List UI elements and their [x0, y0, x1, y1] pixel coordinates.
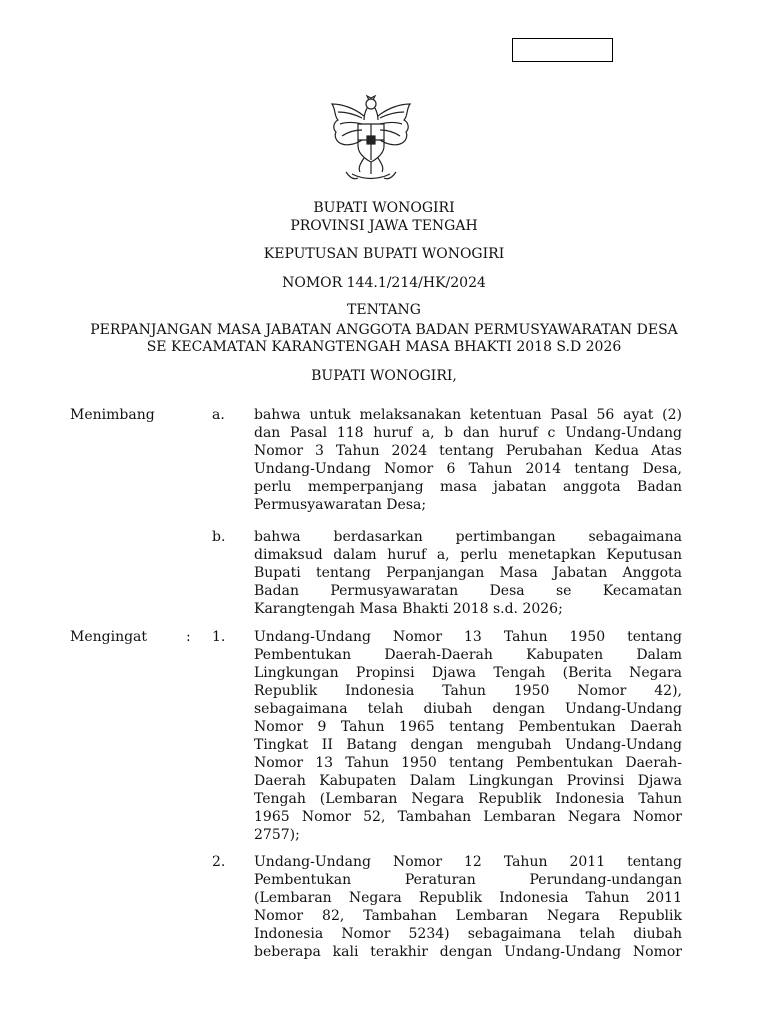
- text-line: Nomor 9 Tahun 1965 tentang Pembentukan Daerah: [254, 719, 682, 735]
- text-line: Pembentukan Peraturan Perundang-undangan: [254, 872, 682, 888]
- text-line: Undang-Undang Nomor 12 Tahun 2011 tentang: [254, 854, 682, 870]
- text-line: dan Pasal 118 huruf a, b dan huruf c Undang-Undang: [254, 425, 682, 441]
- text-line: Daerah Kabupaten Dalam Lingkungan Provinsi Djawa: [254, 773, 682, 789]
- text-line: Nomor 13 Tahun 1950 tentang Pembentukan Daerah-: [254, 755, 682, 771]
- considering-paragraph-a: [254, 406, 682, 514]
- text-line: Permusyawaratan Desa;: [254, 497, 427, 513]
- province-title: PROVINSI JAWA TENGAH: [290, 218, 478, 234]
- text-line: Bupati tentang Perpanjangan Masa Jabatan Anggota: [254, 565, 682, 581]
- item-number: b.: [212, 529, 226, 545]
- text-line: bahwa berdasarkan pertimbangan sebagaimana: [254, 529, 682, 545]
- text-line: Indonesia Nomor 5234) sebagaimana telah diubah: [254, 926, 682, 942]
- garuda-emblem-icon: [324, 94, 418, 186]
- text-line: Nomor 82, Tambahan Lembaran Negara Republik: [254, 908, 682, 924]
- decree-number: NOMOR 144.1/214/HK/2024: [282, 275, 486, 291]
- text-line: Undang-Undang Nomor 6 Tahun 2014 tentang Desa,: [254, 461, 682, 477]
- text-line: Pembentukan Daerah-Daerah Kabupaten Dalam: [254, 647, 682, 663]
- issuer-title: BUPATI WONOGIRI,: [311, 368, 457, 384]
- subject-line-1: PERPANJANGAN MASA JABATAN ANGGOTA BADAN PERMUSYAWARATAN DESA: [90, 322, 678, 338]
- decree-title: KEPUTUSAN BUPATI WONOGIRI: [263, 246, 505, 262]
- text-line: sebagaimana telah diubah dengan Undang-Undang: [254, 701, 682, 717]
- text-line: Tingkat II Batang dengan mengubah Undang-Undang: [254, 737, 682, 753]
- text-line: 2757);: [254, 827, 300, 843]
- text-line: Tengah (Lembaran Negara Republik Indonesia Tahun: [254, 791, 682, 807]
- item-number: a.: [212, 407, 225, 423]
- text-line: perlu memperpanjang masa jabatan anggota Badan: [254, 479, 682, 495]
- mengingat-label: Mengingat: [70, 629, 148, 645]
- text-line: Badan Permusyawaratan Desa se Kecamatan: [254, 583, 682, 599]
- mengingat-colon: :: [186, 629, 191, 645]
- text-line: Karangtengah Masa Bhakti 2018 s.d. 2026;: [254, 601, 563, 617]
- document-code-box: [512, 38, 613, 62]
- subject-line-2: SE KECAMATAN KARANGTENGAH MASA BHAKTI 2018 S.D 2026: [146, 339, 622, 355]
- text-line: Undang-Undang Nomor 13 Tahun 1950 tentang: [254, 629, 682, 645]
- legal-basis-paragraph-1: [254, 628, 682, 844]
- text-line: 1965 Nomor 52, Tambahan Lembaran Negara Nomor: [254, 809, 682, 825]
- menimbang-label: Menimbang: [70, 407, 155, 423]
- text-line: Nomor 3 Tahun 2024 tentang Perubahan Kedua Atas: [254, 443, 682, 459]
- considering-paragraph-b: [254, 528, 682, 618]
- text-line: Lingkungan Propinsi Djawa Tengah (Berita Negara: [254, 665, 682, 681]
- regent-title: BUPATI WONOGIRI: [313, 200, 455, 216]
- item-number: 1.: [212, 629, 226, 645]
- text-line: Republik Indonesia Tahun 1950 Nomor 42),: [254, 683, 682, 699]
- text-line: dimaksud dalam huruf a, perlu menetapkan Keputusan: [254, 547, 682, 563]
- about-label: TENTANG: [347, 302, 421, 318]
- text-line: (Lembaran Negara Republik Indonesia Tahun 2011: [254, 890, 682, 906]
- legal-basis-paragraph-2: [254, 853, 682, 961]
- text-line: bahwa untuk melaksanakan ketentuan Pasal 56 ayat (2): [254, 407, 682, 423]
- item-number: 2.: [212, 854, 226, 870]
- text-line: beberapa kali terakhir dengan Undang-Undang Nomor: [254, 944, 682, 960]
